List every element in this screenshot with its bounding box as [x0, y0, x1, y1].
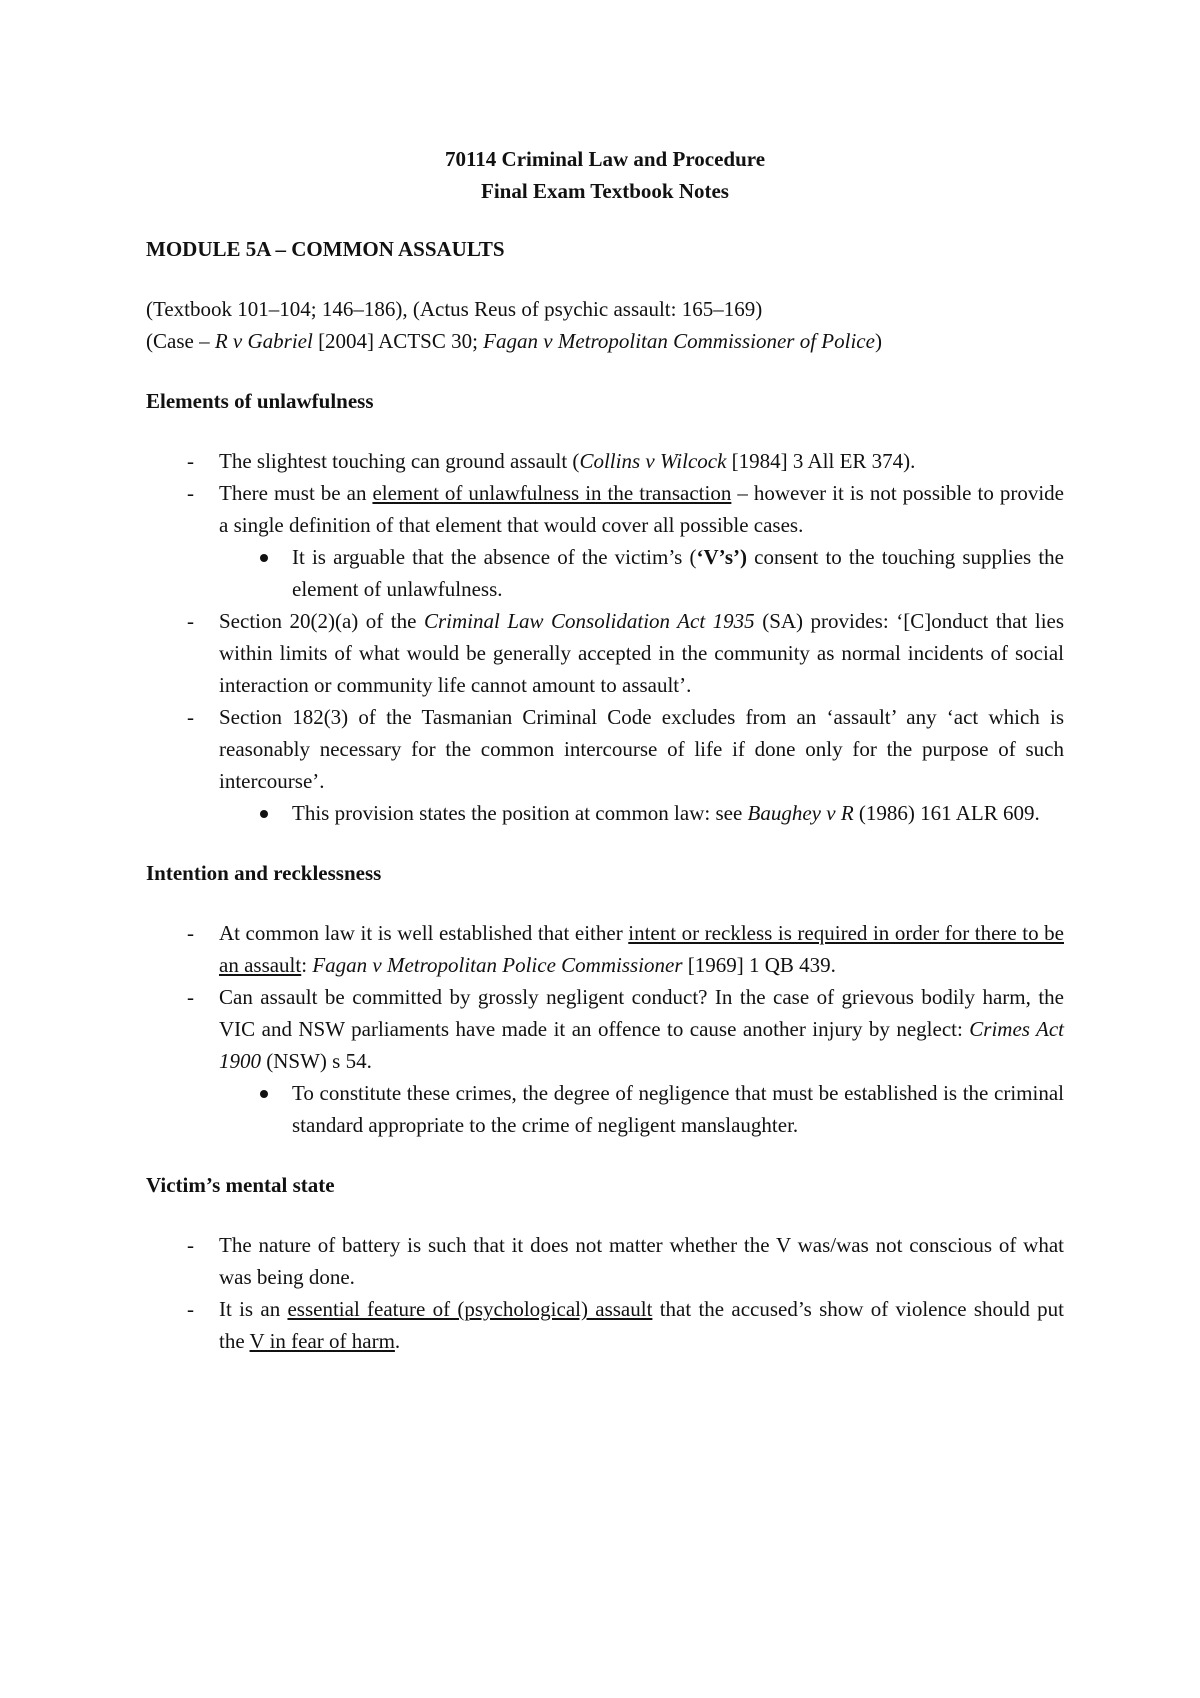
module-heading: MODULE 5A – COMMON ASSAULTS	[146, 237, 505, 261]
underlined-phrase: V in fear of harm	[249, 1329, 395, 1353]
sub-list	[219, 541, 1064, 605]
document-title: 70114 Criminal Law and Procedure	[444, 147, 766, 171]
sub-list-item: To constitute these crimes, the degree of negligence that must be established is the criminal standard appropriate to the crime of negligent manslaughter.	[219, 1077, 1064, 1141]
list-item: - Can assault be committed by grossly negligent conduct? In the case of grievous bodily harm, the VIC and NSW parliaments have made it an offence to cause another injury by neglect: Crimes Act 1900 (NSW) s 54.	[146, 981, 1064, 1077]
case-name: Fagan v Metropolitan Police Commissioner	[312, 953, 683, 977]
case-name: Baughey v R	[747, 801, 854, 825]
list-item: - At common law it is well established that either intent or reckless is required in order for there to be an assault: Fagan v Metropolitan Police Commissioner [1969] 1 QB 439.	[146, 917, 1064, 981]
section-heading-mental-state: Victim’s mental state	[146, 1173, 335, 1197]
sub-list	[219, 797, 1064, 829]
act-name: Criminal Law Consolidation Act 1935	[423, 609, 755, 633]
list-item: - The nature of battery is such that it does not matter whether the V was/was not conscious of what was being done.	[146, 1229, 1064, 1293]
unlawfulness-list-cont	[146, 605, 1064, 797]
intention-list	[146, 917, 1064, 1077]
list-item: - The slightest touching can ground assault (Collins v Wilcock [1984] 3 All ER 374).	[146, 445, 1064, 477]
underlined-phrase: essential feature of (psychological) assault	[287, 1297, 653, 1321]
sub-list-item: This provision states the position at common law: see Baughey v R (1986) 161 ALR 609.	[219, 797, 1064, 829]
act-name: Crimes Act 1900	[219, 1017, 1064, 1073]
reference-line: (Textbook 101–104; 146–186), (Actus Reus of psychic assault: 165–169)	[146, 297, 763, 321]
mental-state-list	[146, 1229, 1064, 1357]
section-heading-intention: Intention and recklessness	[146, 861, 382, 885]
document-subtitle: Final Exam Textbook Notes	[481, 179, 729, 203]
case-name: Collins v Wilcock	[579, 449, 727, 473]
bold-abbreviation: ‘V’s’)	[696, 545, 747, 569]
unlawfulness-list	[146, 445, 1064, 541]
reference-line: (Case – R v Gabriel [2004] ACTSC 30; Fagan v Metropolitan Commissioner of Police)	[146, 329, 882, 353]
sub-list	[219, 1077, 1064, 1141]
section-heading-unlawfulness: Elements of unlawfulness	[146, 389, 374, 413]
underlined-phrase: element of unlawfulness in the transaction	[372, 481, 732, 505]
references	[146, 293, 1064, 357]
document-body	[146, 143, 1064, 1357]
underlined-phrase: intent or reckless is required in order for there to be an assault	[219, 921, 1064, 977]
list-item: - Section 182(3) of the Tasmanian Criminal Code excludes from an ‘assault’ any ‘act which is reasonably necessary for the common intercourse of life if done only for the purpose of such intercourse’.	[146, 701, 1064, 797]
list-item: - It is an essential feature of (psychological) assault that the accused’s show of violence should put the V in fear of harm.	[146, 1293, 1064, 1357]
list-item: - There must be an element of unlawfulness in the transaction – however it is not possible to provide a single definition of that element that would cover all possible cases.	[146, 477, 1064, 541]
case-name: Fagan v Metropolitan Commissioner of Police	[483, 329, 875, 353]
sub-list-item: It is arguable that the absence of the victim’s (‘V’s’) consent to the touching supplies the element of unlawfulness.	[219, 541, 1064, 605]
list-item: - Section 20(2)(a) of the Criminal Law Consolidation Act 1935 (SA) provides: ‘[C]onduct that lies within limits of what would be generally accepted in the community as normal incidents of social interaction or community life cannot amount to assault’.	[146, 605, 1064, 701]
case-name: R v Gabriel	[214, 329, 313, 353]
